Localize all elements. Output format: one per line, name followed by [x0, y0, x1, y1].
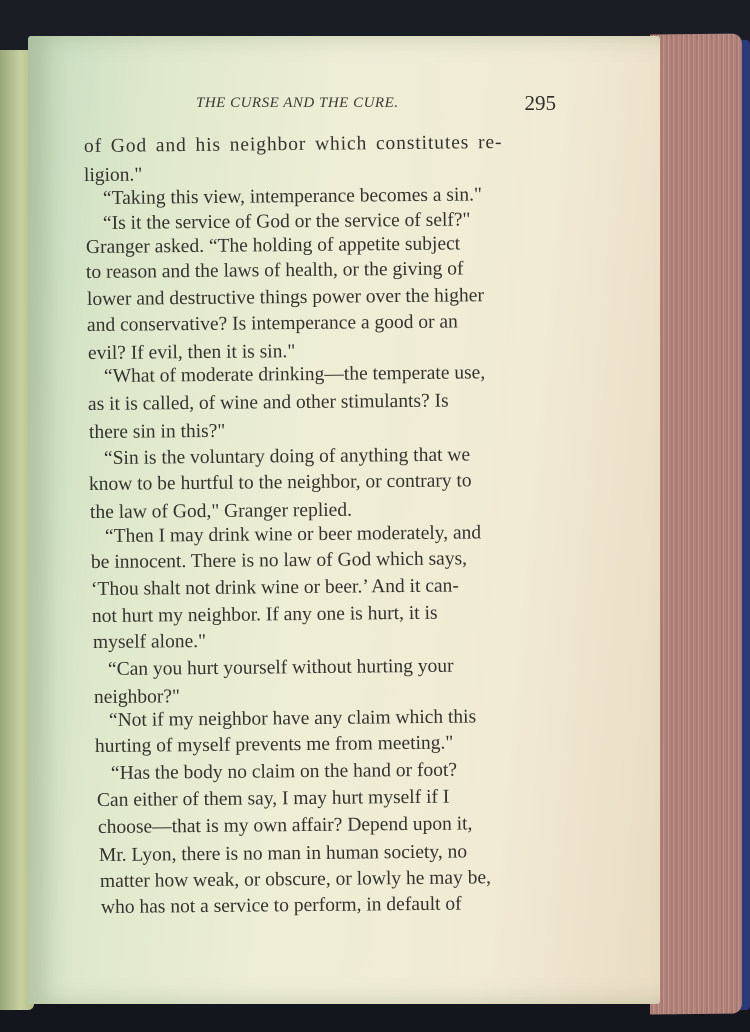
text-line: hurting of myself prevents me from meeting."	[94, 732, 454, 757]
text-line: ligion."	[83, 164, 143, 186]
text-line: ‘Thou shalt not drink wine or beer.’ And it can-	[90, 575, 459, 600]
text-line: to reason and the laws of health, or the giving of	[85, 258, 464, 283]
text-line: matter how weak, or obscure, or lowly he may be,	[99, 867, 492, 892]
text-line: “Sin is the voluntary doing of anything that we	[103, 444, 471, 469]
text-line: Granger asked. “The holding of appetite subject	[85, 233, 461, 258]
text-line: be innocent. There is no law of God which says,	[90, 548, 468, 573]
text-line: “What of moderate drinking—the temperate use,	[103, 362, 486, 387]
text-line: know to be hurtful to the neighbor, or contrary to	[88, 470, 472, 495]
text-line: the law of God," Granger replied.	[89, 499, 353, 523]
text-line: of God and his neighbor which constitutes re-	[83, 131, 503, 157]
text-line: and conservative? Is intemperance a good or an	[86, 311, 458, 336]
text-line: “Taking this view, intemperance becomes a sin."	[102, 184, 483, 209]
text-line: “Can you hurt yourself without hurting your	[107, 655, 454, 680]
text-line: “Has the body no claim on the hand or foot?	[110, 759, 458, 784]
text-line: Can either of them say, I may hurt myself if I	[96, 786, 450, 811]
text-line: myself alone."	[92, 631, 207, 653]
text-line: choose—that is my own affair? Depend upon it,	[97, 813, 473, 838]
text-line: there sin in this?"	[88, 420, 226, 443]
text-line: “Then I may drink wine or beer moderately, and	[104, 522, 482, 547]
text-line: as it is called, of wine and other stimulants? Is	[87, 390, 449, 415]
text-line: not hurt my neighbor. If any one is hurt, it is	[91, 602, 438, 627]
page-number: 295	[524, 91, 556, 115]
text-line: evil? If evil, then it is sin."	[87, 341, 296, 364]
text-line: lower and destructive things power over the higher	[86, 285, 485, 310]
text-line: “Is it the service of God or the service of self?"	[102, 209, 471, 234]
running-head: THE CURSE AND THE CURE.	[196, 95, 399, 111]
text-line: Mr. Lyon, there is no man in human society, no	[98, 841, 468, 866]
text-line: “Not if my neighbor have any claim which this	[108, 706, 477, 731]
text-line: neighbor?"	[93, 686, 181, 708]
text-line: who has not a service to perform, in default of	[100, 893, 462, 918]
